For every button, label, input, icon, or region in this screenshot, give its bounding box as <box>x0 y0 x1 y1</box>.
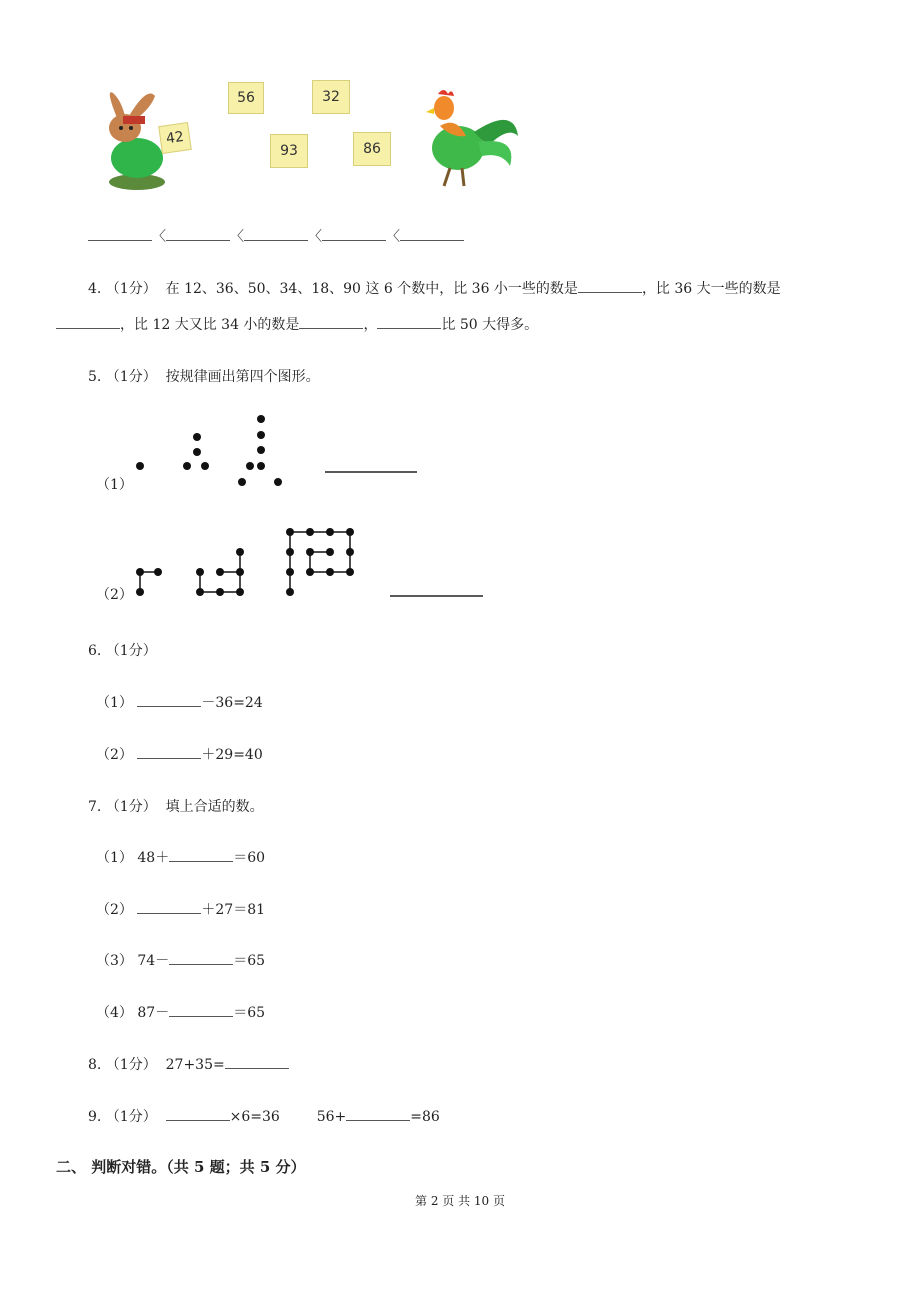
answer-blank[interactable] <box>346 1106 410 1121</box>
question-7-header <box>88 796 264 816</box>
order-separator: 〈 <box>308 229 322 245</box>
equation-text: ×6=36 <box>229 1109 280 1125</box>
answer-blank[interactable] <box>169 847 233 862</box>
answer-blank[interactable] <box>377 314 441 329</box>
question-text: ，比 36 大一些的数是 <box>641 281 781 297</box>
answer-blank[interactable] <box>244 226 308 241</box>
equation-text: =86 <box>410 1109 440 1125</box>
question-label: 5. （1分） <box>88 369 157 385</box>
question-label: 8. （1分） <box>88 1057 157 1073</box>
equation-text: 27+35= <box>165 1057 225 1073</box>
answer-blank[interactable] <box>166 226 230 241</box>
number-card: 93 <box>270 134 308 168</box>
equation-text: 87－ <box>137 1005 170 1021</box>
equation-text: 56+ <box>316 1109 347 1125</box>
number-card: 86 <box>353 132 391 166</box>
answer-blank[interactable] <box>322 226 386 241</box>
number-card: 56 <box>228 82 264 114</box>
question-prompt: 填上合适的数。 <box>165 799 264 815</box>
question-7-part-3 <box>96 950 265 970</box>
question-text: ，比 12 大又比 34 小的数是 <box>120 317 300 333</box>
part-label: （2） <box>96 587 133 603</box>
number-card: 32 <box>312 80 350 114</box>
answer-blank[interactable] <box>169 950 233 965</box>
order-separator: 〈 <box>230 229 244 245</box>
answer-blank[interactable] <box>299 314 363 329</box>
order-separator: 〈 <box>386 229 400 245</box>
answer-blank[interactable] <box>578 278 642 293</box>
part-label: （2） <box>96 747 133 763</box>
rooster-illustration <box>418 86 522 192</box>
question-label: 9. （1分） <box>88 1109 157 1125</box>
question-4-line-1 <box>88 278 781 298</box>
question-prompt: 按规律画出第四个图形。 <box>165 369 320 385</box>
equation-text: ＋29=40 <box>201 747 263 763</box>
question-7-part-4 <box>96 1002 265 1022</box>
part-label: （1） <box>96 695 133 711</box>
equation-text: ＝65 <box>233 953 266 969</box>
question-7-part-2 <box>96 899 265 919</box>
question-6-part-2 <box>96 744 263 764</box>
ordering-answer-row <box>88 226 464 246</box>
part-label: （1） <box>96 477 133 493</box>
question-6-header <box>88 640 157 660</box>
question-8 <box>88 1054 289 1074</box>
question-label: 6. （1分） <box>88 643 157 659</box>
equation-text: 48＋ <box>137 850 170 866</box>
answer-blank[interactable] <box>225 1054 289 1069</box>
question-4-line-2 <box>56 314 538 334</box>
part-label: （3） <box>96 953 133 969</box>
answer-blank[interactable] <box>137 692 201 707</box>
question-7-part-1 <box>96 847 265 867</box>
order-separator: 〈 <box>152 229 166 245</box>
equation-text: ＝60 <box>233 850 266 866</box>
question-text: 比 50 大得多。 <box>441 317 539 333</box>
question-label: 4. （1分） <box>88 281 157 297</box>
question-label: 7. （1分） <box>88 799 157 815</box>
section-heading: 二、 判断对错。（共 5 题；共 5 分） <box>56 1158 306 1176</box>
question-6-part-1 <box>96 692 263 712</box>
part-label: （4） <box>96 1005 133 1021</box>
dot-pattern-1 <box>130 410 430 492</box>
equation-text: 74－ <box>137 953 170 969</box>
part-label: （2） <box>96 902 133 918</box>
answer-blank[interactable] <box>400 226 464 241</box>
answer-blank[interactable] <box>169 1002 233 1017</box>
question-9 <box>88 1106 440 1126</box>
answer-blank[interactable] <box>56 314 120 329</box>
question-5-header <box>88 366 320 386</box>
equation-text: ＋27＝81 <box>201 902 266 918</box>
dot-pattern-2 <box>130 524 490 604</box>
question-text: 在 12、36、50、34、18、90 这 6 个数中，比 36 小一些的数是 <box>165 281 578 297</box>
part-label: （1） <box>96 850 133 866</box>
question-text: ， <box>363 317 378 333</box>
answer-blank[interactable] <box>137 744 201 759</box>
answer-blank[interactable] <box>166 1106 230 1121</box>
answer-blank[interactable] <box>137 899 201 914</box>
equation-text: ＝65 <box>233 1005 266 1021</box>
equation-text: －36=24 <box>201 695 263 711</box>
answer-blank[interactable] <box>88 226 152 241</box>
page-footer: 第 2 页 共 10 页 <box>415 1194 505 1208</box>
number-card: 42 <box>158 122 192 154</box>
